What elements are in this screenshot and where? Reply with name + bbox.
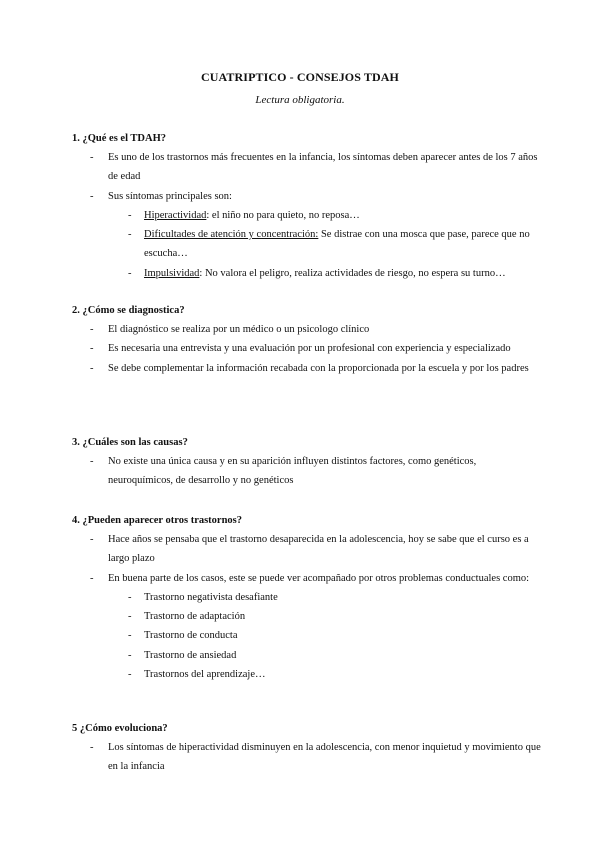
symptom-description: : No valora el peligro, realiza actividades de riesgo, no espera su turno… [199,267,506,279]
dash-bullet: - [128,630,132,642]
list-item-text: Los síntomas de hiperactividad disminuyen en la adolescencia, con menor inquietud y movimiento que en la infancia [108,742,541,773]
list-item-text: Sus síntomas principales son: [108,190,232,202]
dash-bullet: - [128,209,132,221]
list-item [72,148,542,187]
sub-list-item [72,607,542,626]
dash-bullet: - [128,611,132,623]
list-item-text: En buena parte de los casos, este se puede ver acompañado por otros problemas conductuales como: [108,572,530,584]
list-item-text: Hace años se pensaba que el trastorno desaparecida en la adolescencia, hoy se sabe que el curso es a largo plazo [108,534,529,565]
section-3 [72,434,542,491]
list-item [72,320,542,339]
sub-list-item [72,206,542,225]
section-4 [72,512,542,684]
section-heading: 4. ¿Pueden aparecer otros trastornos? [72,515,243,526]
document-subtitle: Lectura obligatoria. [255,94,345,106]
sub-list-item [72,225,542,264]
dash-bullet: - [90,324,94,335]
sub-list-item [72,665,542,684]
dash-bullet: - [128,229,132,241]
section-heading: 3. ¿Cuáles son las causas? [72,437,188,448]
sub-list-item [72,588,542,607]
section-heading: 1. ¿Qué es el TDAH? [72,133,167,144]
document-title: CUATRIPTICO - CONSEJOS TDAH [201,70,399,84]
sub-list-item [72,264,542,283]
disorder-name: Trastorno negativista desafiante [144,591,278,603]
disorder-name: Trastornos del aprendizaje… [144,669,266,681]
dash-bullet: - [90,456,94,467]
section-1 [72,130,542,283]
disorder-name: Trastorno de adaptación [144,611,246,623]
dash-bullet: - [90,343,94,355]
list-item-text: No existe una única causa y en su aparición influyen distintos factores, como genéticos, neuroquímicos, de desarrollo y no genéticos [108,456,477,487]
dash-bullet: - [90,190,94,202]
dash-bullet: - [128,267,132,279]
list-item-text: Es uno de los trastornos más frecuentes en la infancia, los síntomas deben aparecer antes de los 7 años de edad [108,152,538,183]
section-heading: 2. ¿Cómo se diagnostica? [72,305,185,316]
symptom-term: Impulsividad [144,267,200,279]
symptom-term: Dificultades de atención y concentración: [144,229,319,241]
symptom-term: Hiperactividad [144,209,207,221]
sub-list-item [72,646,542,665]
dash-bullet: - [128,591,132,603]
list-item [72,530,542,569]
list-item [72,452,542,491]
list-item [72,569,542,588]
list-item [72,339,542,358]
dash-bullet: - [90,572,94,584]
sub-list-item [72,626,542,645]
dash-bullet: - [90,742,94,753]
section-2 [72,302,542,378]
list-item-text: El diagnóstico se realiza por un médico o un psicologo clínico [108,324,370,335]
disorder-name: Trastorno de conducta [144,630,238,642]
symptom-description: : el niño no para quieto, no reposa… [206,209,360,221]
disorder-name: Trastorno de ansiedad [144,649,237,661]
list-item [72,187,542,206]
section-heading: 5 ¿Cómo evoluciona? [72,723,168,734]
list-item-text: Es necesaria una entrevista y una evaluación por un profesional con experiencia y especializado [108,343,511,355]
list-item [72,359,542,378]
dash-bullet: - [90,362,94,374]
section-5 [72,720,542,777]
list-item-text: Se debe complementar la información recabada con la proporcionada por la escuela y por los padres [108,362,529,374]
dash-bullet: - [128,649,132,661]
list-item [72,738,542,777]
dash-bullet: - [128,669,132,681]
dash-bullet: - [90,534,94,545]
symptom-description: Se distrae con una mosca que pase, parece que no escucha… [144,229,530,260]
dash-bullet: - [90,152,94,163]
